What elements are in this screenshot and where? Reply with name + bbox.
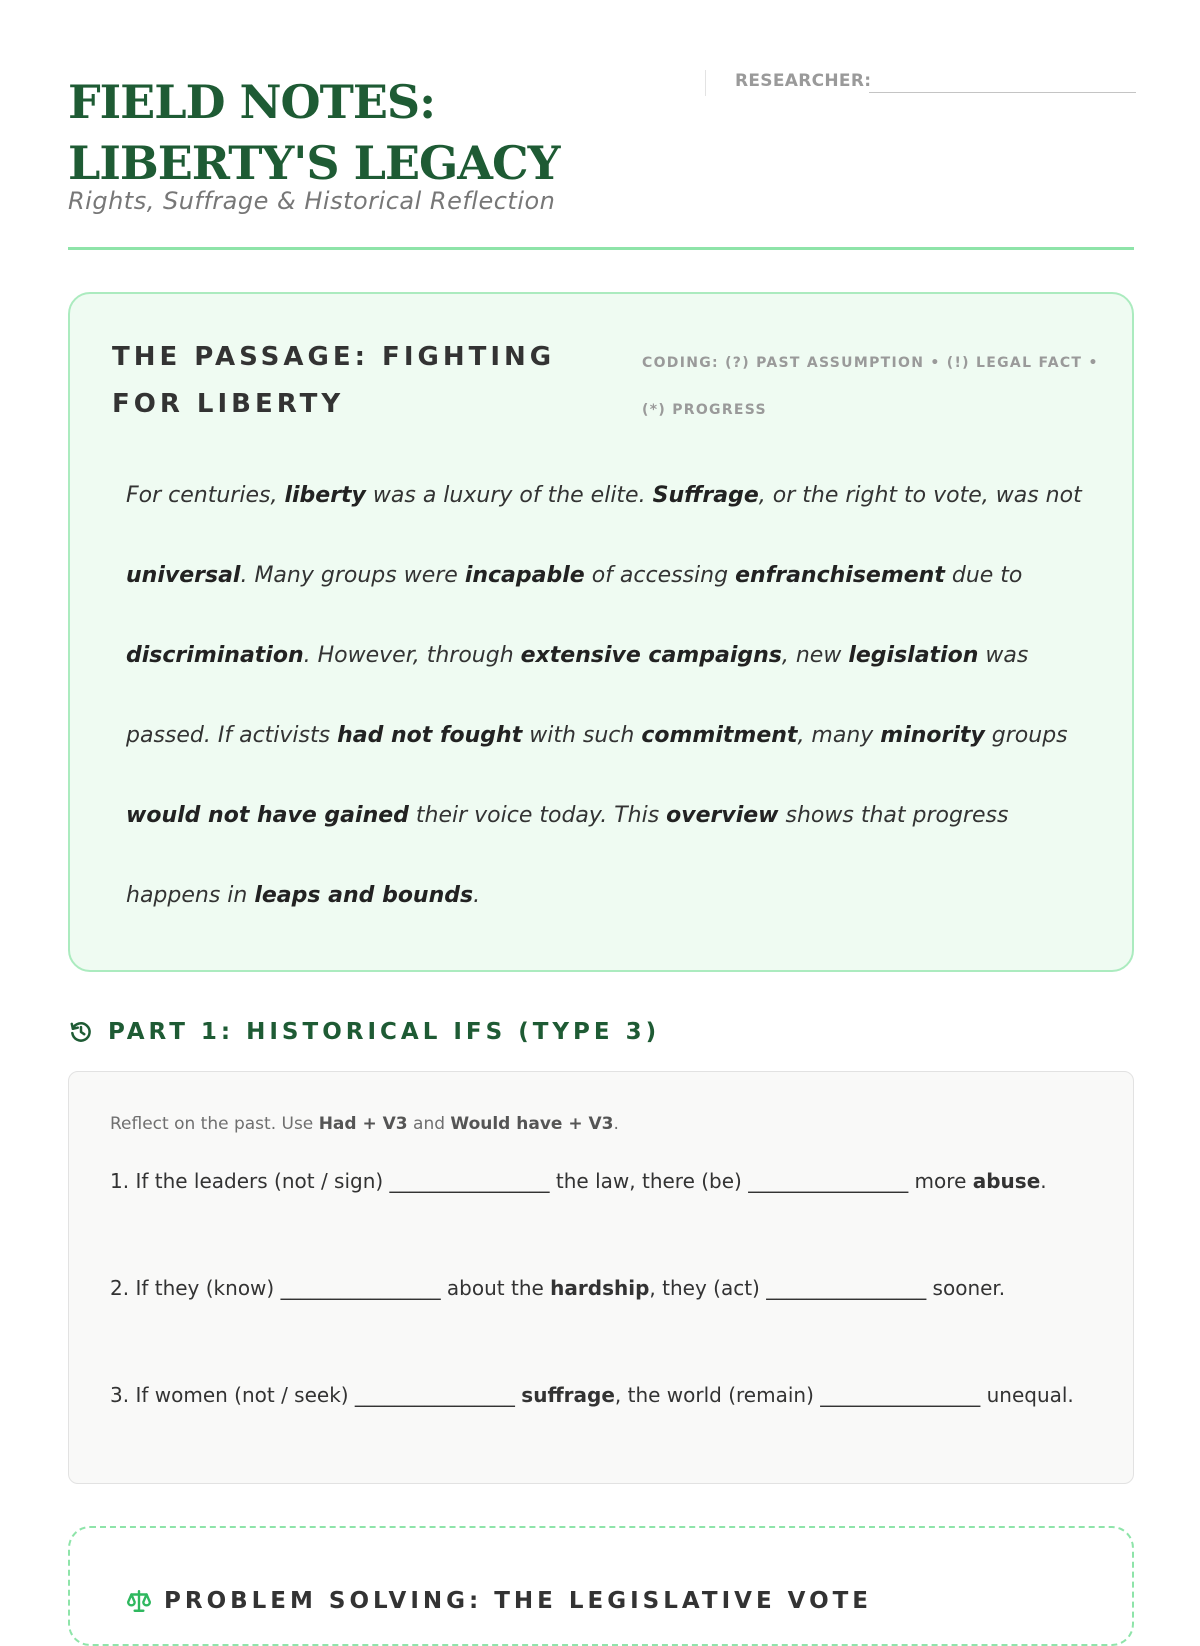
page-subtitle: Rights, Suffrage & Historical Reflection	[68, 187, 556, 215]
emphasis-term: Suffrage	[652, 483, 759, 508]
emphasis-term: had not fought	[337, 723, 523, 748]
exercise-card	[68, 1071, 1134, 1484]
part1-heading	[68, 1014, 660, 1050]
question-2[interactable]: 2. If they (know) ________________ about the hardship, they (act) ________________ sooner.	[110, 1276, 1006, 1300]
worksheet-header	[68, 70, 1134, 250]
emphasis-term: incapable	[464, 563, 585, 588]
emphasis-term: extensive campaigns	[520, 643, 782, 668]
problem-heading	[126, 1588, 872, 1614]
part1-heading-label: PART 1: HISTORICAL IFS (TYPE 3)	[108, 1019, 661, 1045]
header-divider	[705, 70, 706, 96]
emphasis-term: minority	[880, 723, 985, 748]
emphasis-term: universal	[126, 563, 241, 588]
emphasis-term: Would have + V3	[450, 1114, 614, 1134]
history-icon	[68, 1019, 94, 1045]
coding-legend: CODING: (?) PAST ASSUMPTION • (!) LEGAL FACT • (*) PROGRESS	[642, 355, 1099, 418]
page-title: FIELD NOTES: LIBERTY'S LEGACY	[68, 75, 560, 190]
emphasis-term: hardship	[550, 1276, 650, 1300]
emphasis-term: enfranchisement	[735, 563, 945, 588]
emphasis-term: legislation	[848, 643, 979, 668]
researcher-label: RESEARCHER:	[735, 71, 872, 91]
exercise-instruction: Reflect on the past. Use Had + V3 and Would have + V3.	[110, 1114, 619, 1134]
header-rule	[68, 247, 1134, 250]
emphasis-term: would not have gained	[126, 803, 409, 828]
problem-solving-card	[68, 1526, 1134, 1646]
passage-card	[68, 292, 1134, 972]
emphasis-term: overview	[666, 803, 779, 828]
emphasis-term: abuse	[972, 1169, 1041, 1193]
passage-title: THE PASSAGE: FIGHTING FOR LIBERTY	[112, 342, 556, 419]
researcher-name-line[interactable]	[869, 92, 1136, 93]
emphasis-term: commitment	[641, 723, 798, 748]
emphasis-term: leaps and bounds	[254, 883, 474, 908]
question-3[interactable]: 3. If women (not / seek) ________________ suffrage, the world (remain) ________________ unequal.	[110, 1383, 1074, 1407]
emphasis-term: liberty	[284, 483, 366, 508]
scale-icon	[126, 1588, 152, 1614]
passage-text: For centuries, liberty was a luxury of the elite. Suffrage, or the right to vote, was not universal. Many groups were incapable of accessing enfranchisement due to discrimination. However, through extensive campaigns, new legislation was passed. If activists had not fought with such commitment, many minority groups would not have gained their voice today. This overview shows that progress happens in leaps and bounds.	[126, 483, 1082, 908]
problem-heading-label: PROBLEM SOLVING: THE LEGISLATIVE VOTE	[164, 1588, 873, 1614]
question-1[interactable]: 1. If the leaders (not / sign) ________________ the law, there (be) ________________ more abuse.	[110, 1169, 1047, 1193]
emphasis-term: suffrage	[521, 1383, 615, 1407]
emphasis-term: Had + V3	[318, 1114, 408, 1134]
emphasis-term: discrimination	[126, 643, 304, 668]
